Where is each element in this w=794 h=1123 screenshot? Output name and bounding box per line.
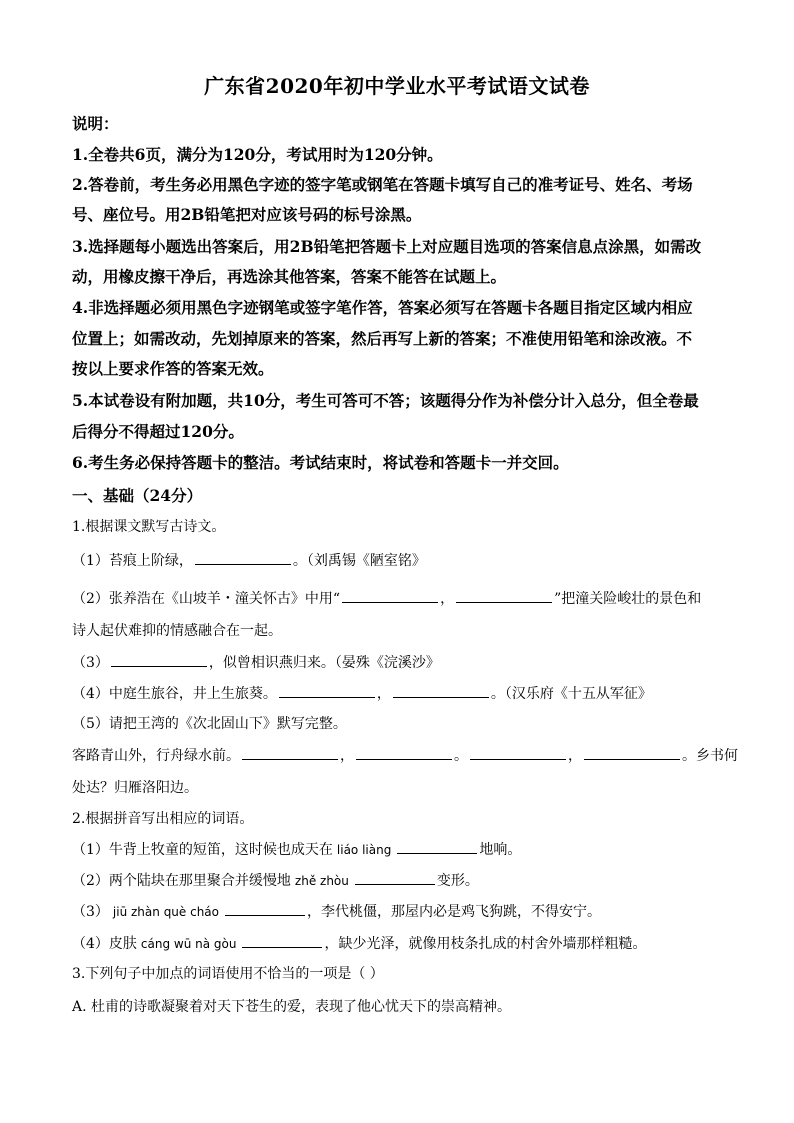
question-2-part-3 <box>72 901 727 921</box>
question-1-part-4 <box>72 683 727 703</box>
q2-p2-text-b: 变形。 <box>436 873 479 889</box>
answer-blank[interactable] <box>584 745 680 760</box>
answer-blank[interactable] <box>242 745 338 760</box>
question-2-stem: 2.根据拼音写出相应的词语。 <box>72 811 254 827</box>
question-1-stem: 1.根据课文默写古诗文。 <box>72 519 226 535</box>
answer-blank[interactable] <box>470 745 566 760</box>
answer-blank[interactable] <box>279 683 375 698</box>
q1-p5-text-a: 客路青山外，行舟绿水前。 <box>72 748 240 764</box>
q2-p4-text-b: ，缺少光泽，就像用枝条扎成的村舍外墙那样粗糙。 <box>324 936 647 952</box>
question-1-part-5: （5）请把王湾的《次北固山下》默写完整。 <box>72 716 347 732</box>
instruction-line-1: 1.全卷共6页，满分为120分，考试用时为120分钟。 <box>72 145 443 164</box>
q2-p3-text-a: （3） <box>72 904 109 920</box>
q1-p4-text-b: ， <box>376 686 391 702</box>
answer-blank[interactable] <box>397 839 477 854</box>
q1-p2-text-a: （2）张养浩在《山坡羊・潼关怀古》中用“ <box>72 591 341 607</box>
instruction-line-2: 2.答卷前，考生务必用黑色字迹的签字笔或钢笔在答题卡填写自己的准考证号、姓名、考场 <box>72 175 693 194</box>
exam-title: 广东省2020年初中学业水平考试语文试卷 <box>204 74 590 98</box>
q1-p5-text-c: 。 <box>454 748 468 764</box>
instruction-line-7: 位置上；如需改动，先划掉原来的答案，然后再写上新的答案；不准使用铅笔和涂改液。不 <box>72 329 693 348</box>
q1-p1-text-a: （1）苔痕上阶绿， <box>72 553 193 569</box>
answer-blank[interactable] <box>456 588 552 603</box>
instructions-heading: 说明： <box>72 114 119 133</box>
instruction-line-3: 号、座位号。用2B铅笔把对应该号码的标号涂黑。 <box>72 205 422 224</box>
q2-p3-pinyin: jiū zhàn què cháo <box>112 905 220 919</box>
q2-p4-text-a: （4）皮肤 <box>72 936 137 952</box>
q1-p4-text-c: 。（汉乐府《十五从军征》 <box>490 686 652 702</box>
q1-p4-text-a: （4）中庭生旅谷，井上生旅葵。 <box>72 686 277 702</box>
instruction-line-8: 按以上要求作答的答案无效。 <box>72 359 274 378</box>
instruction-line-10: 后得分不得超过120分。 <box>72 422 244 441</box>
q2-p2-pinyin: zhě zhòu <box>294 874 349 888</box>
q1-p5-text-d: ， <box>568 748 582 764</box>
q1-p3-text-a: （3） <box>72 655 109 671</box>
answer-blank[interactable] <box>393 683 489 698</box>
answer-blank[interactable] <box>342 588 438 603</box>
answer-blank[interactable] <box>355 870 435 885</box>
instruction-line-5: 动，用橡皮擦干净后，再选涂其他答案，答案不能答在试题上。 <box>72 267 507 286</box>
answer-blank[interactable] <box>242 933 322 948</box>
question-2-part-4 <box>72 933 727 953</box>
question-2-part-1 <box>72 839 727 859</box>
q2-p1-text-b: 地响。 <box>479 842 522 858</box>
question-1-part-2-cont: 诗人起伏难抑的情感融合在一起。 <box>72 623 282 639</box>
answer-blank[interactable] <box>195 550 291 565</box>
question-1-part-3 <box>72 652 727 672</box>
q2-p4-pinyin: cáng wū nà gòu <box>140 937 237 951</box>
answer-blank[interactable] <box>111 652 207 667</box>
instruction-line-4: 3.选择题每小题选出答案后，用2B铅笔把答题卡上对应题目选项的答案信息点涂黑，如需改 <box>72 237 702 256</box>
instruction-line-9: 5.本试卷设有附加题，共10分，考生可答可不答；该题得分作为补偿分计入总分，但全卷最 <box>72 391 699 410</box>
q2-p1-text-a: （1）牛背上牧童的短笛，这时候也成天在 <box>72 842 333 858</box>
q1-p3-text-b: ，似曾相识燕归来。（晏殊《浣溪沙》 <box>208 655 440 671</box>
answer-blank[interactable] <box>225 901 305 916</box>
q2-p1-pinyin: liáo liàng <box>336 843 392 857</box>
question-1-part-5-line-2: 处达？归雁洛阳边。 <box>72 780 198 796</box>
q1-p2-text-c: ”把潼关险峻壮的景色和 <box>554 591 702 607</box>
q2-p3-text-b: ，李代桃僵，那屋内必是鸡飞狗跳，不得安宁。 <box>307 904 602 920</box>
instruction-line-11: 6.考生务必保持答题卡的整洁。考试结束时，将试卷和答题卡一并交回。 <box>72 453 569 472</box>
answer-blank[interactable] <box>356 745 452 760</box>
q2-p2-text-a: （2）两个陆块在那里聚合并缓慢地 <box>72 873 291 889</box>
q1-p5-text-b: ， <box>340 748 354 764</box>
q1-p1-text-b: 。（刘禹锡《陋室铭》 <box>292 553 426 569</box>
question-3-option-a: A. 杜甫的诗歌凝聚着对天下苍生的爱，表现了他心忧天下的崇高精神。 <box>72 999 512 1015</box>
q1-p2-text-b: ， <box>440 591 455 607</box>
section-heading: 一、基础（24分） <box>72 486 203 505</box>
question-3-stem: 3.下列句子中加点的词语使用不恰当的一项是（ ） <box>72 966 384 982</box>
instruction-line-6: 4.非选择题必须用黑色字迹钢笔或签字笔作答，答案必须写在答题卡各题目指定区域内相应 <box>72 298 693 317</box>
question-2-part-2 <box>72 870 727 890</box>
question-1-part-5-line-1 <box>72 745 738 765</box>
question-1-part-2 <box>72 588 727 608</box>
q1-p5-text-e: 。乡书何 <box>682 748 738 764</box>
question-1-part-1 <box>72 550 727 570</box>
